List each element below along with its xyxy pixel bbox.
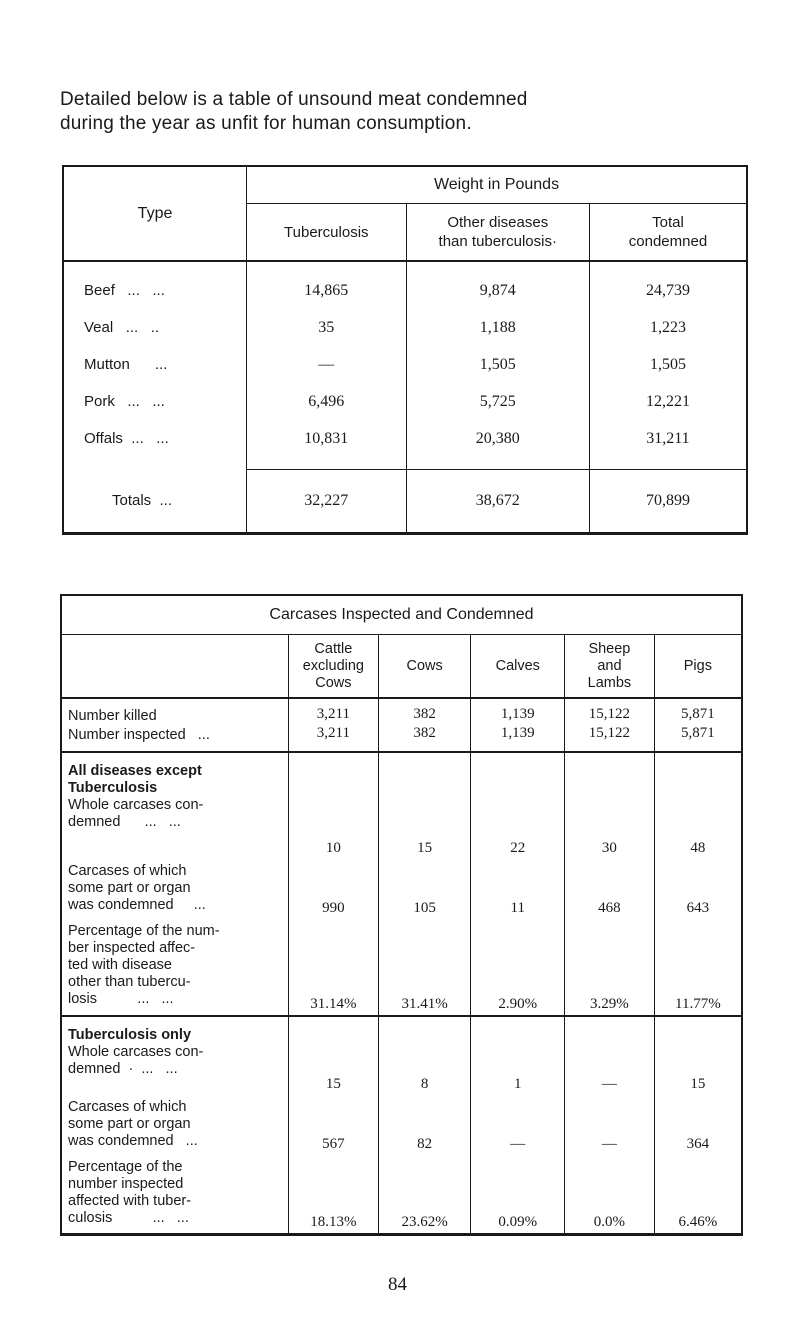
sec1-whole-line-2: demned ... ... bbox=[68, 814, 181, 830]
table-row bbox=[63, 262, 747, 309]
col-header-other-line-1: Other diseases bbox=[447, 214, 549, 231]
killed-value: 382 bbox=[413, 706, 436, 722]
table-row bbox=[63, 346, 747, 383]
table-row bbox=[61, 859, 742, 919]
cell-pigs: 6.46% bbox=[678, 1214, 718, 1230]
sec2-whole-line-2: demned · ... ... bbox=[68, 1061, 178, 1077]
col-header-total-line-2: condemned bbox=[628, 233, 708, 250]
cell-pigs: 643 bbox=[686, 900, 710, 916]
col-header-cattle bbox=[288, 635, 378, 699]
table-row bbox=[61, 919, 742, 1016]
cell-tuberculosis: 35 bbox=[247, 309, 407, 346]
cell-total: 24,739 bbox=[645, 281, 690, 299]
col-header-other-line-2: than tuberculosis· bbox=[438, 233, 557, 250]
inspected-value: 3,211 bbox=[316, 725, 350, 741]
cell-cattle: 18.13% bbox=[288, 1155, 378, 1235]
carcases-table bbox=[60, 594, 743, 1236]
cell-sheep: 3.29% bbox=[565, 919, 655, 1016]
cell-calves: 22 bbox=[471, 752, 565, 859]
sec2-pct-line-3: affected with tuber- bbox=[68, 1193, 192, 1209]
cell-sheep: — bbox=[565, 1016, 655, 1095]
intro-line-1: Detailed below is a table of unsound meat condemned bbox=[60, 89, 528, 110]
col-header-cattle-line-3: Cows bbox=[315, 674, 352, 691]
cell-sheep: 468 bbox=[565, 859, 655, 919]
table-row bbox=[61, 1155, 742, 1235]
col-header-cows-label: Cows bbox=[406, 657, 443, 674]
inspected-value: 1,139 bbox=[500, 725, 535, 741]
cell-cattle: 15 bbox=[288, 1016, 378, 1095]
row-label: Mutton ... bbox=[63, 346, 247, 383]
sec2-pct-label bbox=[61, 1155, 288, 1235]
cell-other: 20,380 bbox=[406, 420, 589, 457]
cell-cattle: 567 bbox=[288, 1095, 378, 1155]
col-header-calves-label: Calves bbox=[495, 657, 540, 674]
col-header-type: Type bbox=[63, 166, 247, 261]
cell-cows: 105 bbox=[378, 859, 471, 919]
cell-sheep: — bbox=[565, 1095, 655, 1155]
col-header-cattle-line-2: excluding bbox=[302, 657, 364, 674]
cell-calves: 0.09% bbox=[471, 1155, 565, 1235]
label-number-inspected: Number inspected ... bbox=[68, 727, 210, 743]
cell-sheep: 30 bbox=[565, 752, 655, 859]
col-header-other-diseases bbox=[406, 204, 589, 262]
inspected-value: 15,122 bbox=[588, 725, 631, 741]
totals-label: Totals ... bbox=[63, 470, 247, 534]
sec1-pct-line-1: Percentage of the num- bbox=[68, 923, 220, 939]
sec1-part-line-3: was condemned ... bbox=[68, 897, 206, 913]
cell-pigs: 364 bbox=[686, 1136, 710, 1152]
cell-other: 1,505 bbox=[406, 346, 589, 383]
cell-calves: 2.90% bbox=[471, 919, 565, 1016]
group-header-weight: Weight in Pounds bbox=[247, 166, 747, 204]
col-header-total-line-1: Total bbox=[652, 214, 684, 231]
sec1-pct-line-3: ted with disease bbox=[68, 957, 172, 973]
row-label-killed-inspected bbox=[61, 698, 288, 752]
cell-pigs: 15 bbox=[690, 1076, 706, 1092]
sec2-pct-line-2: number inspected bbox=[68, 1176, 184, 1192]
sec2-pct-line-4: culosis ... ... bbox=[68, 1210, 189, 1226]
cell-cattle: 990 bbox=[288, 859, 378, 919]
col-header-tuberculosis: Tuberculosis bbox=[247, 204, 407, 262]
killed-value: 3,211 bbox=[316, 706, 350, 722]
carcases-table-title: Carcases Inspected and Condemned bbox=[61, 595, 742, 635]
cell-sheep: 0.0% bbox=[565, 1155, 655, 1235]
sec2-whole-line-1: Whole carcases con- bbox=[68, 1044, 204, 1060]
total-tuberculosis: 32,227 bbox=[247, 470, 407, 534]
inspected-value: 382 bbox=[413, 725, 436, 741]
cell-cattle: 10 bbox=[288, 752, 378, 859]
intro-line-2: during the year as unfit for human consumption. bbox=[60, 113, 472, 134]
sec1-whole-line-1: Whole carcases con- bbox=[68, 797, 204, 813]
cell-total: 12,221 bbox=[645, 392, 690, 410]
killed-value: 15,122 bbox=[588, 706, 631, 722]
table-row bbox=[61, 752, 742, 859]
cell-cows: 23.62% bbox=[378, 1155, 471, 1235]
cell-cows: 15 bbox=[378, 752, 471, 859]
sec1-pct-line-5: losis ... ... bbox=[68, 991, 174, 1007]
col-header-blank bbox=[61, 635, 288, 699]
label-number-killed: Number killed bbox=[68, 708, 157, 724]
totals-row bbox=[63, 470, 747, 534]
total-other: 38,672 bbox=[406, 470, 589, 534]
weights-table bbox=[62, 165, 748, 535]
inspected-value: 5,871 bbox=[681, 725, 715, 741]
cell-pigs bbox=[654, 698, 742, 752]
cell-other: 9,874 bbox=[406, 262, 589, 309]
killed-value: 1,139 bbox=[500, 706, 535, 722]
row-label: Beef ... ... bbox=[63, 262, 247, 309]
cell-other: 5,725 bbox=[406, 383, 589, 420]
cell-calves: 11 bbox=[471, 859, 565, 919]
cell-total: 1,505 bbox=[649, 355, 686, 373]
sec2-part-line-2: some part or organ bbox=[68, 1116, 191, 1132]
table-row bbox=[63, 420, 747, 457]
sec1-whole-label bbox=[61, 752, 288, 859]
sec1-part-label bbox=[61, 859, 288, 919]
col-header-sheep bbox=[565, 635, 655, 699]
cell-other: 1,188 bbox=[406, 309, 589, 346]
col-header-cattle-line-1: Cattle bbox=[314, 640, 353, 657]
col-header-calves bbox=[471, 635, 565, 699]
col-header-sheep-line-2: and bbox=[597, 657, 622, 674]
row-label: Veal ... .. bbox=[63, 309, 247, 346]
sec1-heading-line-1: All diseases except bbox=[68, 763, 202, 779]
sec1-pct-line-2: ber inspected affec- bbox=[68, 940, 196, 956]
sec2-pct-line-1: Percentage of the bbox=[68, 1159, 183, 1175]
cell-cows: 82 bbox=[378, 1095, 471, 1155]
table-row bbox=[61, 1016, 742, 1095]
cell-cattle: 31.14% bbox=[288, 919, 378, 1016]
killed-value: 5,871 bbox=[681, 706, 715, 722]
cell-cows: 31.41% bbox=[378, 919, 471, 1016]
cell-total: 1,223 bbox=[649, 318, 686, 336]
sec2-heading: Tuberculosis only bbox=[68, 1027, 192, 1043]
sec2-part-label bbox=[61, 1095, 288, 1155]
cell-tuberculosis: 6,496 bbox=[247, 383, 407, 420]
cell-tuberculosis: 14,865 bbox=[247, 262, 407, 309]
table-row bbox=[63, 383, 747, 420]
cell-pigs: 48 bbox=[690, 840, 706, 856]
cell-pigs: 11.77% bbox=[675, 996, 721, 1012]
row-label: Pork ... ... bbox=[63, 383, 247, 420]
cell-sheep bbox=[565, 698, 655, 752]
sec2-part-line-3: was condemned ... bbox=[68, 1133, 198, 1149]
page-number: 84 bbox=[388, 1274, 407, 1295]
col-header-total bbox=[589, 204, 747, 262]
sec2-part-line-1: Carcases of which bbox=[68, 1099, 187, 1115]
sec1-part-line-2: some part or organ bbox=[68, 880, 191, 896]
row-label: Offals ... ... bbox=[63, 420, 247, 457]
cell-cows: 8 bbox=[378, 1016, 471, 1095]
sec1-pct-label bbox=[61, 919, 288, 1016]
sec1-heading-line-2: Tuberculosis bbox=[68, 780, 158, 796]
cell-tuberculosis: 10,831 bbox=[247, 420, 407, 457]
cell-calves: — bbox=[471, 1095, 565, 1155]
table-row bbox=[61, 1095, 742, 1155]
cell-tuberculosis: — bbox=[247, 346, 407, 383]
intro-text bbox=[60, 88, 760, 136]
col-header-sheep-line-1: Sheep bbox=[588, 640, 631, 657]
sec1-pct-line-4: other than tubercu- bbox=[68, 974, 191, 990]
cell-cattle bbox=[288, 698, 378, 752]
col-header-cows bbox=[378, 635, 471, 699]
cell-total: 31,211 bbox=[646, 429, 690, 447]
table-row bbox=[61, 698, 742, 752]
sec2-whole-label bbox=[61, 1016, 288, 1095]
table-row bbox=[63, 309, 747, 346]
col-header-sheep-line-3: Lambs bbox=[587, 674, 632, 691]
cell-calves: 1 bbox=[471, 1016, 565, 1095]
cell-cows bbox=[378, 698, 471, 752]
col-header-pigs-label: Pigs bbox=[683, 657, 712, 674]
sec1-part-line-1: Carcases of which bbox=[68, 863, 187, 879]
cell-calves bbox=[471, 698, 565, 752]
total-condemned: 70,899 bbox=[589, 470, 747, 534]
col-header-pigs bbox=[654, 635, 742, 699]
